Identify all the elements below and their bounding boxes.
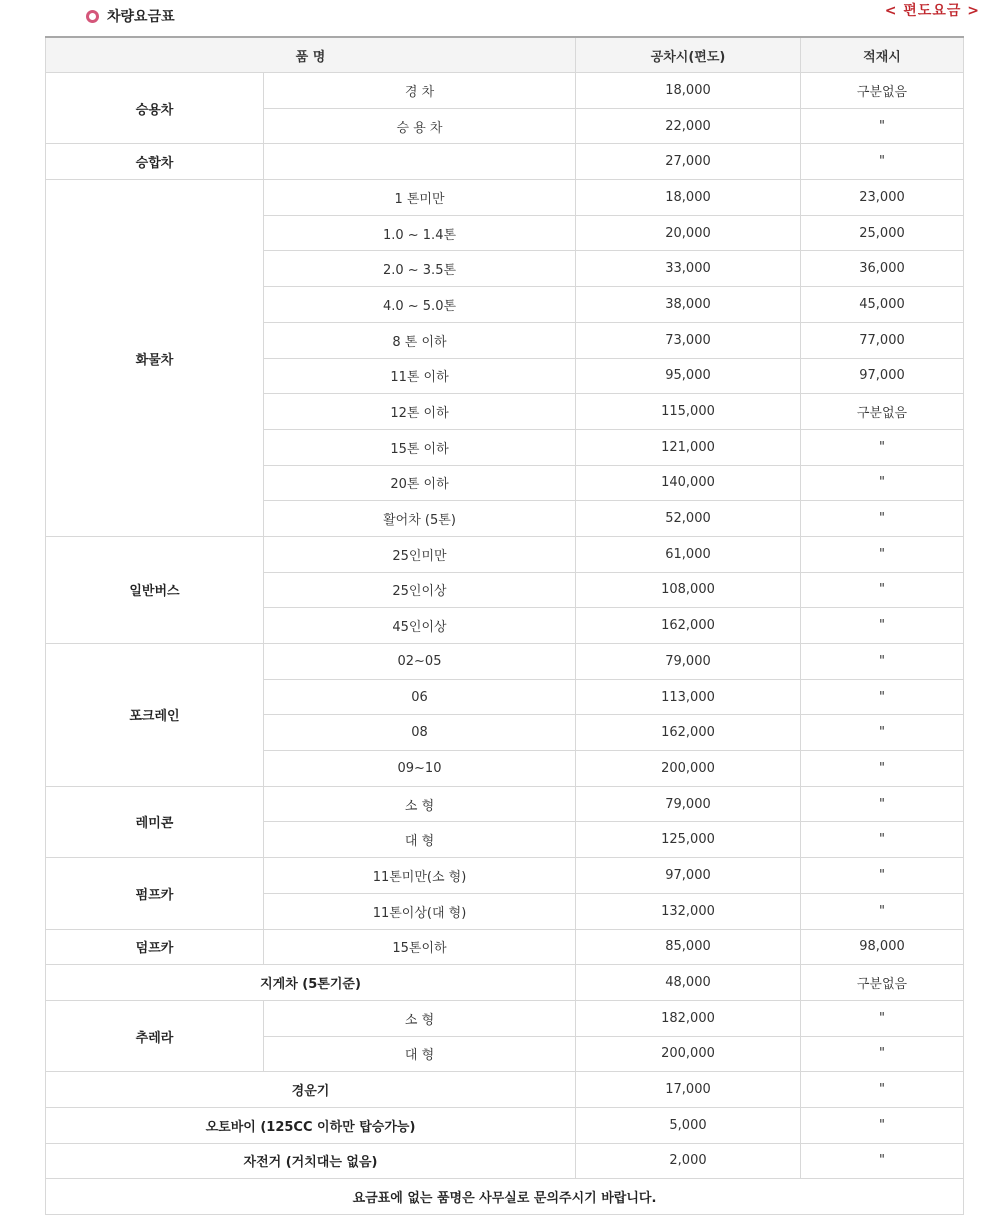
empty-fare-cell: 79,000	[576, 786, 801, 822]
empty-fare-cell: 27,000	[576, 144, 801, 180]
empty-fare-cell: 162,000	[576, 715, 801, 751]
empty-fare-cell: 97,000	[576, 858, 801, 894]
section-title	[86, 5, 175, 27]
empty-fare-cell: 33,000	[576, 251, 801, 287]
table-row	[46, 73, 964, 109]
loaded-fare-cell: "	[801, 501, 964, 537]
item-cell: 1.0 ~ 1.4톤	[264, 215, 576, 251]
empty-fare-cell: 85,000	[576, 929, 801, 965]
empty-fare-cell: 113,000	[576, 679, 801, 715]
empty-fare-cell: 48,000	[576, 965, 801, 1001]
item-cell: 20톤 이하	[264, 465, 576, 501]
loaded-fare-cell: "	[801, 715, 964, 751]
category-cell: 레미콘	[46, 786, 264, 857]
loaded-fare-cell: "	[801, 822, 964, 858]
empty-fare-cell: 162,000	[576, 608, 801, 644]
empty-fare-cell: 125,000	[576, 822, 801, 858]
empty-fare-cell: 20,000	[576, 215, 801, 251]
loaded-fare-cell: 23,000	[801, 180, 964, 216]
category-cell: 경운기	[46, 1072, 576, 1108]
empty-fare-cell: 22,000	[576, 108, 801, 144]
item-cell: 11톤이상(대 형)	[264, 893, 576, 929]
table-row	[46, 1143, 964, 1179]
loaded-fare-cell: 77,000	[801, 322, 964, 358]
item-cell: 대 형	[264, 822, 576, 858]
empty-fare-cell: 108,000	[576, 572, 801, 608]
empty-fare-cell: 79,000	[576, 644, 801, 680]
loaded-fare-cell: "	[801, 1072, 964, 1108]
table-row	[46, 644, 964, 680]
empty-fare-cell: 17,000	[576, 1072, 801, 1108]
loaded-fare-cell: "	[801, 608, 964, 644]
table-row	[46, 929, 964, 965]
loaded-fare-cell: "	[801, 144, 964, 180]
empty-fare-cell: 38,000	[576, 287, 801, 323]
item-cell: 15톤 이하	[264, 429, 576, 465]
fare-type-label: < 편도요금 >	[884, 3, 980, 19]
loaded-fare-cell: "	[801, 1036, 964, 1072]
loaded-fare-cell: "	[801, 429, 964, 465]
empty-fare-cell: 2,000	[576, 1143, 801, 1179]
loaded-fare-cell: "	[801, 1000, 964, 1036]
item-cell: 08	[264, 715, 576, 751]
table-row	[46, 180, 964, 216]
header-item-name: 품 명	[46, 37, 576, 73]
table-row	[46, 144, 964, 180]
loaded-fare-cell: "	[801, 536, 964, 572]
item-cell: 8 톤 이하	[264, 322, 576, 358]
empty-fare-cell: 18,000	[576, 73, 801, 109]
item-cell: 11톤미만(소 형)	[264, 858, 576, 894]
item-cell	[264, 144, 576, 180]
loaded-fare-cell: 98,000	[801, 929, 964, 965]
footer-note-row	[46, 1179, 964, 1215]
table-row	[46, 858, 964, 894]
item-cell: 06	[264, 679, 576, 715]
table-header-row	[46, 37, 964, 73]
loaded-fare-cell: 구분없음	[801, 394, 964, 430]
empty-fare-cell: 200,000	[576, 1036, 801, 1072]
section-title-text: 차량요금표	[107, 9, 175, 25]
loaded-fare-cell: "	[801, 786, 964, 822]
empty-fare-cell: 5,000	[576, 1107, 801, 1143]
category-cell: 승용차	[46, 73, 264, 144]
vehicle-fare-table	[45, 36, 964, 1215]
category-cell: 승합차	[46, 144, 264, 180]
loaded-fare-cell: "	[801, 1107, 964, 1143]
table-row	[46, 536, 964, 572]
item-cell: 소 형	[264, 786, 576, 822]
loaded-fare-cell: "	[801, 108, 964, 144]
circle-bullet-icon	[86, 10, 99, 23]
category-cell: 화물차	[46, 180, 264, 537]
item-cell: 25인미만	[264, 536, 576, 572]
item-cell: 소 형	[264, 1000, 576, 1036]
item-cell: 45인이상	[264, 608, 576, 644]
category-cell: 덤프카	[46, 929, 264, 965]
empty-fare-cell: 52,000	[576, 501, 801, 537]
empty-fare-cell: 200,000	[576, 751, 801, 787]
loaded-fare-cell: 25,000	[801, 215, 964, 251]
category-cell: 자전거 (거치대는 없음)	[46, 1143, 576, 1179]
table-row	[46, 1107, 964, 1143]
item-cell: 02~05	[264, 644, 576, 680]
item-cell: 09~10	[264, 751, 576, 787]
loaded-fare-cell: "	[801, 858, 964, 894]
item-cell: 2.0 ~ 3.5톤	[264, 251, 576, 287]
item-cell: 대 형	[264, 1036, 576, 1072]
loaded-fare-cell: "	[801, 751, 964, 787]
category-cell: 오토바이 (125CC 이하만 탑승가능)	[46, 1107, 576, 1143]
item-cell: 1 톤미만	[264, 180, 576, 216]
empty-fare-cell: 73,000	[576, 322, 801, 358]
loaded-fare-cell: 97,000	[801, 358, 964, 394]
empty-fare-cell: 140,000	[576, 465, 801, 501]
item-cell: 12톤 이하	[264, 394, 576, 430]
loaded-fare-cell: 구분없음	[801, 73, 964, 109]
item-cell: 활어차 (5톤)	[264, 501, 576, 537]
empty-fare-cell: 18,000	[576, 180, 801, 216]
header-empty-fare: 공차시(편도)	[576, 37, 801, 73]
empty-fare-cell: 61,000	[576, 536, 801, 572]
footer-note: 요금표에 없는 품명은 사무실로 문의주시기 바랍니다.	[46, 1179, 964, 1215]
table-row	[46, 1000, 964, 1036]
item-cell: 경 차	[264, 73, 576, 109]
item-cell: 11톤 이하	[264, 358, 576, 394]
loaded-fare-cell: "	[801, 679, 964, 715]
item-cell: 25인이상	[264, 572, 576, 608]
empty-fare-cell: 115,000	[576, 394, 801, 430]
loaded-fare-cell: 45,000	[801, 287, 964, 323]
empty-fare-cell: 182,000	[576, 1000, 801, 1036]
empty-fare-cell: 95,000	[576, 358, 801, 394]
category-cell: 지게차 (5톤기준)	[46, 965, 576, 1001]
loaded-fare-cell: "	[801, 893, 964, 929]
table-row	[46, 1072, 964, 1108]
item-cell: 15톤이하	[264, 929, 576, 965]
loaded-fare-cell: "	[801, 1143, 964, 1179]
loaded-fare-cell: 36,000	[801, 251, 964, 287]
loaded-fare-cell: "	[801, 465, 964, 501]
empty-fare-cell: 132,000	[576, 893, 801, 929]
table-row	[46, 786, 964, 822]
item-cell: 승 용 차	[264, 108, 576, 144]
category-cell: 추레라	[46, 1000, 264, 1071]
empty-fare-cell: 121,000	[576, 429, 801, 465]
item-cell: 4.0 ~ 5.0톤	[264, 287, 576, 323]
loaded-fare-cell: 구분없음	[801, 965, 964, 1001]
category-cell: 일반버스	[46, 536, 264, 643]
category-cell: 포크레인	[46, 644, 264, 787]
category-cell: 펌프카	[46, 858, 264, 929]
table-body	[46, 73, 964, 1215]
header-loaded-fare: 적재시	[801, 37, 964, 73]
loaded-fare-cell: "	[801, 572, 964, 608]
table-row	[46, 965, 964, 1001]
loaded-fare-cell: "	[801, 644, 964, 680]
